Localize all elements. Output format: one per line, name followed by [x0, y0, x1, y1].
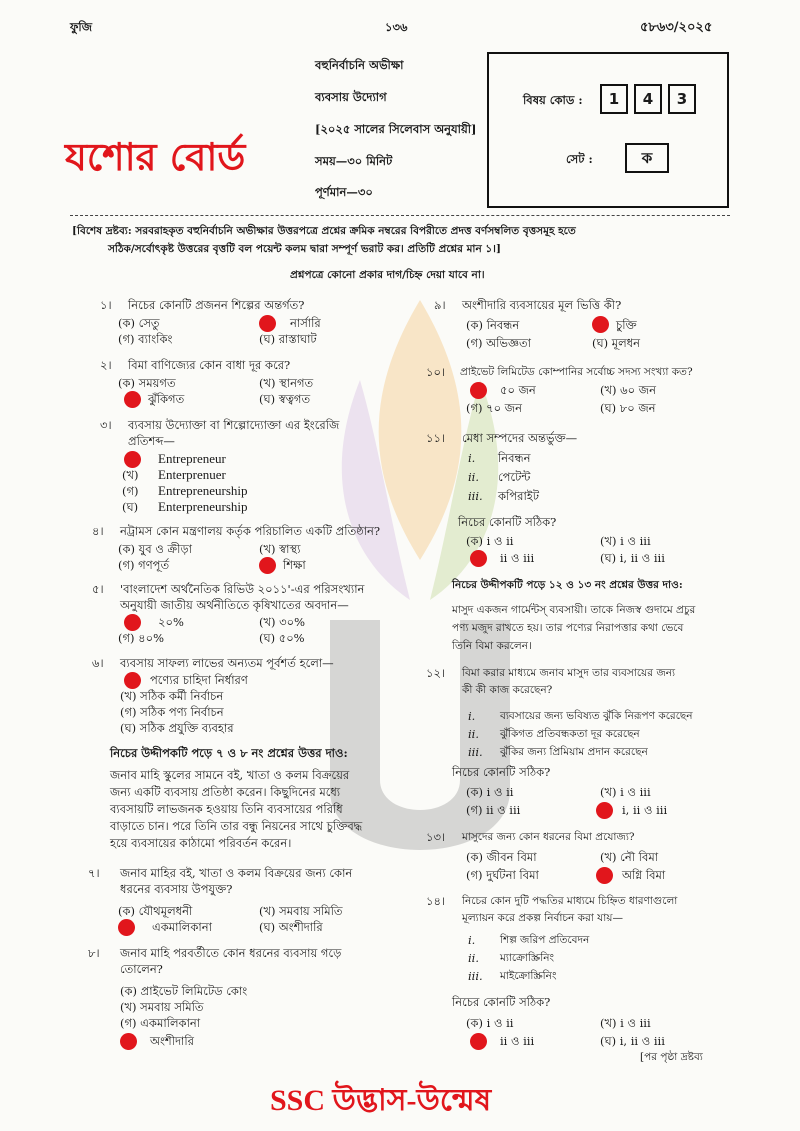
q5-option-c: (গ) ৪০% [118, 631, 165, 645]
q9-option-a: (ক) নিবন্ধন [466, 318, 520, 332]
board-name: যশোর বোর্ড [65, 135, 246, 179]
q12-i-label: i. [468, 709, 476, 723]
q6-option-c: (গ) সঠিক পণ্য নির্বাচন [120, 705, 224, 719]
q12-option-b: (খ) i ও iii [600, 785, 651, 799]
subject-name: ব্যবসায় উদ্যোগ [315, 90, 387, 104]
q9-answer-mark [592, 316, 609, 333]
q7-option-c: একমালিকানা [152, 920, 212, 934]
q2-answer-mark [124, 391, 141, 408]
q8-text-1: জনাব মাহি পরবর্তীতে কোন ধরনের ব্যবসায় গড়ে [120, 946, 342, 960]
q11-iii-label: iii. [468, 489, 483, 503]
q7-option-d: (ঘ) অংশীদারি [259, 920, 323, 934]
q3-option-b-label: (খ) [122, 468, 139, 482]
q14-text-2: মূল্যায়ন করে প্রকল্প নির্বাচন করা যায়— [462, 912, 623, 924]
q12-option-c: (গ) ii ও iii [466, 803, 521, 817]
stem-78-line-5: হয়ে ব্যবসায়ের কাঠামো পরিবর্তন করেন। [110, 836, 292, 850]
q4-option-d: শিক্ষা [283, 558, 306, 572]
exam-code: ৫৮৬৩/২০২৫ [640, 20, 713, 35]
q14-item-ii: ম্যাক্রোস্ক্রিনিং [500, 952, 555, 964]
q2-option-b: (খ) স্থানগত [259, 376, 314, 390]
q5-option-a: ২০% [158, 615, 184, 629]
q4-number: ৪। [92, 524, 104, 538]
q11-number: ১১। [426, 431, 446, 445]
q10-option-a: ৫০ জন [500, 383, 536, 397]
page-note: [পর পৃষ্ঠা দ্রষ্টব্য [640, 1051, 703, 1063]
q12-option-d: i, ii ও iii [622, 803, 668, 817]
set-label: সেট : [566, 152, 593, 166]
q11-item-iii: কপিরাইট [498, 489, 540, 503]
q1-number: ১। [100, 298, 112, 312]
q1-answer-mark [259, 315, 276, 332]
q4-text: নট্রামস কোন মন্ত্রণালয় কর্তৃক পরিচালিত একটি প্রতিষ্ঠান? [120, 524, 381, 538]
q4-option-b: (খ) স্বাস্থ্য [259, 542, 301, 556]
stem-1213-line-1: মাসুদ একজন গার্মেন্টস্ ব্যবসায়ী। তাকে নিজস্ব গুদামে প্রচুর [452, 604, 696, 616]
q12-number: ১২। [426, 666, 446, 680]
q14-i-label: i. [468, 933, 476, 947]
q11-answer-mark [470, 550, 487, 567]
q7-option-b: (খ) সমবায় সমিতি [259, 904, 343, 918]
q10-option-d: (ঘ) ৮০ জন [600, 401, 656, 415]
exam-type: বহুনির্বাচনি অভীক্ষা [315, 58, 404, 72]
q8-option-a: (ক) প্রাইভেট লিমিটেড কোং [120, 984, 248, 998]
subject-code-digit-1: 1 [600, 84, 628, 114]
q3-option-d: Enterpreneurship [158, 499, 248, 514]
q5-number: ৫। [92, 582, 104, 596]
instruction-line-1: [বিশেষ দ্রষ্টব্য: সরবরাহকৃত বহুনির্বাচনি অভীক্ষার উত্তরপত্রে প্রশ্নের ক্রমিক নম্বরের বিপরীতে প্রদত্ত বর্ণসম্বলিত বৃত্তসমূহ হতে [72, 225, 576, 237]
q14-option-b: (খ) i ও iii [600, 1016, 651, 1030]
set-value: ক [625, 143, 669, 173]
q12-item-i: ব্যবসায়ের জন্য ভবিষ্যত ঝুঁকি নিরূপণ করেছেন [500, 710, 693, 722]
syllabus-note: [২০২৫ সালের সিলেবাস অনুযায়ী] [315, 122, 477, 136]
q1-option-c: (গ) ব্যাংকিং [118, 332, 173, 346]
q5-option-d: (ঘ) ৫০% [259, 631, 305, 645]
q5-answer-mark [124, 614, 141, 631]
q12-ask: নিচের কোনটি সঠিক? [452, 765, 551, 779]
q4-option-c: (গ) গণপূর্ত [118, 558, 170, 572]
q8-answer-mark [120, 1033, 137, 1050]
q13-text: মাসুদের জন্য কোন ধরনের বিমা প্রযোজ্য? [462, 831, 635, 843]
subject-code-digit-2: 4 [634, 84, 662, 114]
q11-option-a: (ক) i ও ii [466, 534, 514, 548]
q11-item-ii: পেটেন্ট [498, 470, 531, 484]
q5-text-1: 'বাংলাদেশ অর্থনৈতিক রিভিউ ২০১১'-এর পরিসংখ্যান [120, 582, 365, 596]
q3-option-c-label: (গ) [122, 484, 139, 498]
q10-option-c: (গ) ৭০ জন [466, 401, 522, 415]
q3-option-c: Entrepreneurship [158, 483, 248, 498]
q13-option-d: অগ্নি বিমা [622, 868, 666, 882]
stem-78-line-3: ব্যবসায়টি লাভজনক হওয়ায় তিনি ব্যবসায়ের পরিধি [110, 802, 343, 816]
q6-answer-mark [124, 672, 141, 689]
q11-ii-label: ii. [468, 470, 480, 484]
code-box [487, 52, 729, 208]
q4-option-a: (ক) যুব ও ক্রীড়া [118, 542, 192, 556]
stem-78-line-1: জনাব মাহি স্কুলের সামনে বই, খাতা ও কলম বিক্রয়ের [110, 768, 350, 782]
q9-option-c: (গ) অভিজ্ঞতা [466, 336, 531, 350]
q14-item-i: শিল্প জরিপ প্রতিবেদন [500, 934, 590, 946]
q3-answer-mark [124, 451, 141, 468]
q14-option-a: (ক) i ও ii [466, 1016, 514, 1030]
stem-78-line-4: বাড়াতে চান। পরে তিনি তার বন্ধু নিয়নের সাথে চুক্তিবদ্ধ [110, 819, 363, 833]
q10-option-b: (খ) ৬০ জন [600, 383, 656, 397]
q12-text-1: বিমা করার মাধ্যমে জনাব মাসুদ তার ব্যবসায়ের জন্য [462, 667, 676, 679]
stem-78-heading: নিচের উদ্দীপকটি পড়ে ৭ ও ৮ নং প্রশ্নের উত্তর দাও: [110, 746, 348, 760]
q8-option-c: (গ) একমালিকানা [120, 1016, 201, 1030]
q12-item-ii: ঝুঁকিগত প্রতিবন্ধকতা দূর করেছেন [500, 728, 640, 740]
q14-item-iii: মাইক্রোস্ক্রিনিং [500, 970, 557, 982]
q6-option-d: (ঘ) সঠিক প্রযুক্তি ব্যবহার [120, 721, 234, 735]
subject-code-label: বিষয় কোড : [523, 93, 583, 107]
q14-text-1: নিচের কোন দুটি পদ্ধতির মাধ্যমে চিহ্নিত ধারণাগুলো [462, 895, 678, 907]
q3-text-1: ব্যবসায় উদ্যোক্তা বা শিল্পোদ্যোক্তা এর ইংরেজি [128, 418, 340, 432]
q13-answer-mark [596, 867, 613, 884]
q3-option-b: Enterprenuer [158, 467, 226, 482]
q13-number: ১৩। [426, 830, 446, 844]
q6-option-a: পণ্যের চাহিদা নির্ধারণ [150, 673, 248, 687]
divider [70, 215, 730, 216]
instruction-line-3: প্রশ্নপত্রে কোনো প্রকার দাগ/চিহ্ন দেয়া যাবে না। [290, 269, 485, 281]
q8-text-2: তোলেন? [120, 962, 163, 976]
q14-ii-label: ii. [468, 951, 480, 965]
q1-option-d: (ঘ) রাস্তাঘাট [259, 332, 317, 346]
q14-answer-mark [470, 1033, 487, 1050]
q11-i-label: i. [468, 451, 476, 465]
q6-text: ব্যবসায় সাফল্য লাভের অন্যতম পূর্বশর্ত হলো— [120, 656, 334, 670]
q2-option-a: (ক) সময়গত [118, 376, 176, 390]
q3-option-a: Entrepreneur [158, 451, 226, 466]
q4-answer-mark [259, 557, 276, 574]
q2-option-d: (ঘ) স্বত্বগত [259, 392, 311, 406]
q7-answer-mark [118, 919, 135, 936]
q1-option-b: নার্সারি [290, 316, 321, 330]
header-left-label: ফুজি [70, 20, 92, 34]
q12-iii-label: iii. [468, 745, 483, 759]
q7-option-a: (ক) যৌথমূলধনী [118, 904, 193, 918]
q14-number: ১৪। [426, 894, 446, 908]
q9-option-b: চুক্তি [616, 318, 637, 332]
q13-option-c: (গ) দুর্ঘটনা বিমা [466, 868, 539, 882]
q12-answer-mark [596, 802, 613, 819]
stem-1213-heading: নিচের উদ্দীপকটি পড়ে ১২ ও ১৩ নং প্রশ্নের উত্তর দাও: [452, 579, 683, 591]
q7-text-1: জনাব মাহির বই, খাতা ও কলম বিক্রয়ের জন্য কোন [120, 866, 353, 880]
q10-number: ১০। [426, 365, 446, 379]
q8-option-b: (খ) সমবায় সমিতি [120, 1000, 204, 1014]
q7-text-2: ধরনের ব্যবসায় উপযুক্ত? [120, 882, 233, 896]
q12-option-a: (ক) i ও ii [466, 785, 514, 799]
subject-code-digit-3: 3 [668, 84, 696, 114]
stem-1213-line-2: পণ্য মজুদ রাখতে হয়। তার পণ্যের নিরাপত্তার কথা ভেবে [452, 622, 684, 634]
q5-option-b: (খ) ৩০% [259, 615, 306, 629]
q2-option-c: ঝুঁকিগত [148, 392, 185, 406]
footer-brand: SSC উদ্ভাস-উন্মেষ [270, 1084, 492, 1117]
q1-option-a: (ক) সেতু [118, 316, 160, 330]
q14-option-c: ii ও iii [500, 1034, 535, 1048]
q3-text-2: প্রতিশব্দ— [128, 434, 175, 448]
q7-number: ৭। [88, 866, 100, 880]
stem-78-line-2: জন্য একটি ব্যবসায় প্রতিষ্ঠা করেন। কিছুদিনের মধ্যে [110, 785, 341, 799]
page-number: ১৩৬ [385, 20, 408, 34]
q2-number: ২। [100, 358, 112, 372]
q11-option-c: ii ও iii [500, 551, 535, 565]
full-marks: পূর্ণমান—৩০ [315, 185, 373, 199]
q13-option-b: (খ) নৌ বিমা [600, 850, 659, 864]
q14-option-d: (ঘ) i, ii ও iii [600, 1034, 665, 1048]
q9-number: ৯। [434, 298, 446, 312]
q1-text: নিচের কোনটি প্রজনন শিল্পের অন্তর্গত? [128, 298, 305, 312]
q12-text-2: কী কী কাজ করেছেন? [462, 684, 553, 696]
exam-time: সময়—৩০ মিনিট [315, 154, 393, 168]
q3-option-d-label: (ঘ) [122, 500, 139, 514]
q6-option-b: (খ) সঠিক কর্মী নির্বাচন [120, 689, 224, 703]
q10-answer-mark [470, 382, 487, 399]
q12-item-iii: ঝুঁকির জন্য প্রিমিয়াম প্রদান করেছেন [500, 746, 648, 758]
q8-option-d: অংশীদারি [150, 1034, 194, 1048]
q13-option-a: (ক) জীবন বিমা [466, 850, 537, 864]
q10-text: প্রাইভেট লিমিটেড কোম্পানির সর্বোচ্চ সদস্য সংখ্যা কত? [460, 366, 693, 378]
q11-text: মেধা সম্পদের অন্তর্ভুক্ত— [462, 431, 578, 445]
q12-ii-label: ii. [468, 727, 480, 741]
q11-ask: নিচের কোনটি সঠিক? [458, 515, 557, 529]
q11-item-i: নিবন্ধন [498, 451, 531, 465]
q6-number: ৬। [92, 656, 104, 670]
q14-iii-label: iii. [468, 969, 483, 983]
q14-ask: নিচের কোনটি সঠিক? [452, 995, 551, 1009]
instruction-line-2: সঠিক/সর্বোৎকৃষ্ট উত্তরের বৃত্তটি বল পয়েন্ট কলম দ্বারা সম্পূর্ণ ভরাট কর। প্রতিটি প্রশ্নের মান ১।] [108, 243, 501, 255]
q8-number: ৮। [88, 946, 100, 960]
q9-option-d: (ঘ) মূলধন [592, 336, 640, 350]
q11-option-b: (খ) i ও iii [600, 534, 651, 548]
q2-text: বিমা বাণিজ্যের কোন বাধা দূর করে? [128, 358, 291, 372]
stem-1213-line-3: তিনি বিমা করলেন। [452, 640, 532, 652]
q9-text: অংশীদারি ব্যবসায়ের মূল ভিত্তি কী? [462, 298, 622, 312]
q3-number: ৩। [100, 418, 112, 432]
q5-text-2: অনুযায়ী জাতীয় অর্থনীতিতে কৃষিখাতের অবদান— [120, 598, 349, 612]
q11-option-d: (ঘ) i, ii ও iii [600, 551, 665, 565]
